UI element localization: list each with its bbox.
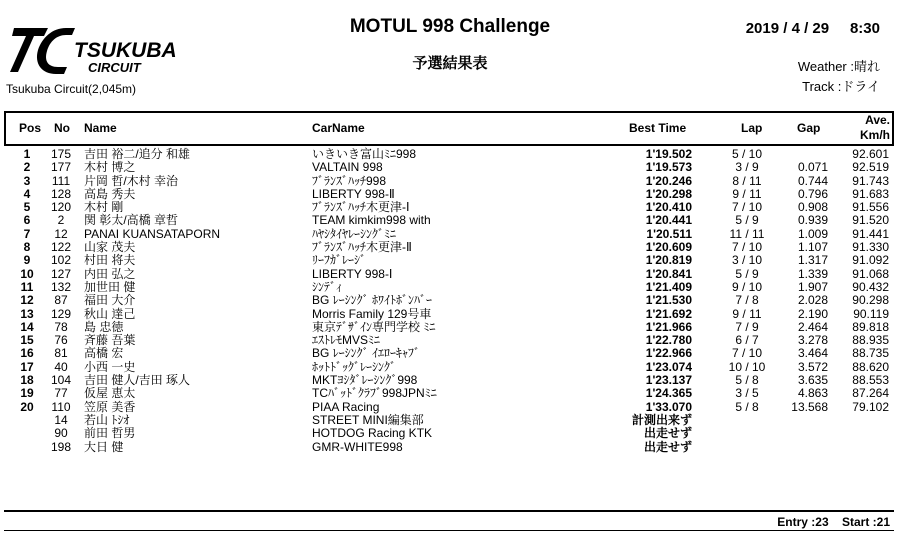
cell-lap: 9 / 11 xyxy=(732,306,762,321)
cell-gap: 0.744 xyxy=(797,173,828,188)
cell-lap: 5 / 8 xyxy=(735,399,759,414)
weather-label: Weather : xyxy=(797,59,854,74)
cell-name: 秋山 達己 xyxy=(84,306,136,321)
table-row xyxy=(0,188,900,201)
col-no: No xyxy=(54,121,70,135)
cell-lap: 7 / 9 xyxy=(735,319,759,334)
cell-car: MKTﾖｼﾀﾞﾚｰｼﾝｸﾞ998 xyxy=(312,373,418,388)
footer-top-border xyxy=(4,510,894,512)
cell-no: 198 xyxy=(50,439,72,454)
cell-best: 出走せず xyxy=(643,426,692,441)
cell-car: BG ﾚｰｼﾝｸﾞ ｲｴﾛｰｷｬﾌﾞ xyxy=(312,346,421,361)
table-row xyxy=(0,241,900,254)
table-row xyxy=(0,387,900,400)
cell-ave: 89.818 xyxy=(852,319,889,334)
table-row xyxy=(0,161,900,174)
weather xyxy=(798,56,880,75)
col-car: CarName xyxy=(312,121,365,135)
cell-best: 1'20.298 xyxy=(645,186,692,201)
cell-name: 吉田 裕二/追分 和雄 xyxy=(84,147,191,161)
cell-name: 福田 大介 xyxy=(84,293,136,308)
entry-start-summary xyxy=(777,515,890,529)
cell-car: Morris Family 129号車 xyxy=(312,306,432,321)
cell-no: 132 xyxy=(50,279,72,294)
table-row xyxy=(0,427,900,440)
cell-best: 1'20.410 xyxy=(645,200,692,215)
report-subtitle: 予選結果表 xyxy=(412,55,488,72)
cell-pos: 11 xyxy=(20,279,34,294)
cell-car: GMR-WHITE998 xyxy=(312,439,403,454)
cell-name: 大日 健 xyxy=(84,439,124,454)
cell-name: 吉田 健人/吉田 琢人 xyxy=(84,373,191,388)
cell-name: 内田 弘之 xyxy=(84,266,136,281)
cell-car: ﾘｰﾌｶﾞﾚｰｼﾞ xyxy=(312,253,367,268)
cell-car: いきいき富山ﾐﾆ998 xyxy=(312,147,417,161)
cell-lap: 7 / 10 xyxy=(731,200,763,215)
entry-label: Entry : xyxy=(777,515,816,529)
cell-name: 高島 秀夫 xyxy=(84,186,136,201)
cell-lap: 7 / 10 xyxy=(731,346,763,361)
cell-name: 片岡 哲/木村 幸治 xyxy=(84,173,179,188)
logo-sub: CIRCUIT xyxy=(88,60,141,75)
col-lap: Lap xyxy=(741,121,763,135)
cell-lap: 9 / 10 xyxy=(731,279,763,294)
start-label: Start : xyxy=(841,515,877,529)
cell-pos: 13 xyxy=(20,306,34,321)
cell-lap: 10 / 10 xyxy=(728,359,766,374)
cell-ave: 79.102 xyxy=(852,399,889,414)
cell-ave: 91.743 xyxy=(852,173,889,188)
cell-no: 14 xyxy=(54,412,68,427)
cell-name: 仮屋 恵太 xyxy=(84,386,136,401)
table-header-left-border xyxy=(4,112,6,145)
cell-pos: 18 xyxy=(20,373,34,388)
cell-gap: 3.572 xyxy=(797,359,828,374)
cell-ave: 88.553 xyxy=(852,373,889,388)
cell-best: 1'21.692 xyxy=(645,306,692,321)
cell-lap: 5 / 8 xyxy=(735,373,759,388)
col-ave xyxy=(860,113,890,143)
cell-gap: 1.339 xyxy=(797,266,828,281)
cell-lap: 6 / 7 xyxy=(735,333,759,348)
cell-name: 島 忠徳 xyxy=(84,319,124,334)
cell-name: 関 彰太/高橋 章哲 xyxy=(84,213,179,228)
cell-pos: 9 xyxy=(23,253,31,268)
cell-pos: 1 xyxy=(23,147,31,161)
cell-ave: 88.620 xyxy=(852,359,889,374)
table-header-top-border xyxy=(4,111,894,113)
cell-gap: 1.009 xyxy=(797,226,828,241)
cell-no: 87 xyxy=(54,293,68,308)
cell-pos: 2 xyxy=(23,160,31,175)
cell-ave: 90.298 xyxy=(852,293,889,308)
col-ave-line1: Ave. xyxy=(865,113,890,127)
cell-car: 東京ﾃﾞｻﾞｲﾝ専門学校 ﾐﾆ xyxy=(312,319,436,334)
cell-no: 81 xyxy=(54,346,68,361)
cell-no: 111 xyxy=(51,173,71,188)
table-row xyxy=(0,347,900,360)
cell-gap: 0.939 xyxy=(797,213,828,228)
cell-gap: 3.464 xyxy=(797,346,828,361)
cell-car: ﾌﾞﾗﾝｽﾞﾊｯﾁ木更津-Ⅰ xyxy=(312,200,410,215)
cell-best: 1'20.609 xyxy=(645,240,692,255)
cell-lap: 3 / 5 xyxy=(735,386,759,401)
cell-pos: 15 xyxy=(20,333,34,348)
cell-no: 77 xyxy=(54,386,68,401)
table-row xyxy=(0,321,900,334)
entry-count: 23 xyxy=(815,515,829,529)
table-row xyxy=(0,374,900,387)
table-row xyxy=(0,268,900,281)
cell-lap: 5 / 9 xyxy=(735,213,759,228)
cell-no: 78 xyxy=(54,319,68,334)
cell-pos: 20 xyxy=(20,399,34,414)
table-row xyxy=(0,228,900,241)
cell-car: LIBERTY 998-Ⅱ xyxy=(312,186,395,201)
cell-no: 104 xyxy=(50,373,72,388)
cell-best: 1'20.246 xyxy=(645,173,692,188)
cell-ave: 91.330 xyxy=(852,240,889,255)
cell-gap: 0.796 xyxy=(797,186,828,201)
cell-best: 1'23.137 xyxy=(645,373,692,388)
cell-gap: 13.568 xyxy=(791,399,828,414)
cell-lap: 9 / 11 xyxy=(732,186,762,201)
cell-best: 1'20.441 xyxy=(645,213,692,228)
cell-ave: 87.264 xyxy=(852,386,889,401)
cell-car: ﾎｯﾄﾄﾞｯｸﾞﾚｰｼﾝｸﾞ xyxy=(312,359,397,374)
cell-pos: 3 xyxy=(23,173,31,188)
cell-name: 小西 一史 xyxy=(84,359,136,374)
cell-pos: 6 xyxy=(23,213,31,228)
cell-car: STREET MINI編集部 xyxy=(312,412,424,427)
cell-car: TEAM kimkim998 with xyxy=(312,213,431,228)
cell-best: 1'20.511 xyxy=(646,226,692,241)
cell-car: ｼﾝﾃﾞｨ xyxy=(312,279,343,294)
cell-name: 木村 剛 xyxy=(84,200,124,215)
cell-gap: 0.071 xyxy=(797,160,828,175)
cell-ave: 91.092 xyxy=(852,253,889,268)
cell-ave: 88.735 xyxy=(852,346,889,361)
table-row xyxy=(0,308,900,321)
cell-gap: 2.190 xyxy=(797,306,828,321)
cell-pos: 7 xyxy=(23,226,31,241)
cell-ave: 90.119 xyxy=(853,306,889,321)
cell-ave: 88.935 xyxy=(852,333,889,348)
cell-no: 122 xyxy=(50,240,72,255)
cell-ave: 91.441 xyxy=(852,226,889,241)
cell-gap: 1.907 xyxy=(797,279,828,294)
cell-gap: 4.863 xyxy=(797,386,828,401)
cell-name: 高橋 宏 xyxy=(84,346,124,361)
cell-lap: 7 / 10 xyxy=(731,240,763,255)
cell-no: 127 xyxy=(50,266,72,281)
cell-pos: 8 xyxy=(23,240,31,255)
cell-gap: 1.107 xyxy=(797,240,828,255)
circuit-name: Tsukuba Circuit(2,045m) xyxy=(6,82,137,96)
table-header-right-border xyxy=(892,112,894,145)
cell-ave: 91.556 xyxy=(852,200,889,215)
table-header-bottom-border xyxy=(4,144,894,146)
cell-name: 若山 ﾄｼｵ xyxy=(84,412,130,427)
cell-lap: 11 / 11 xyxy=(729,226,765,241)
track-label: Track : xyxy=(802,79,842,94)
cell-car: VALTAIN 998 xyxy=(312,160,383,175)
cell-name: 山家 茂夫 xyxy=(84,240,136,255)
track-value: ドライ xyxy=(841,79,880,94)
cell-no: 102 xyxy=(50,253,72,268)
cell-no: 76 xyxy=(54,333,68,348)
cell-best: 1'23.074 xyxy=(645,359,692,374)
cell-pos: 10 xyxy=(20,266,34,281)
cell-best: 1'22.780 xyxy=(645,333,692,348)
start-count: 21 xyxy=(876,515,890,529)
cell-car: PIAA Racing xyxy=(312,399,380,414)
table-row xyxy=(0,441,900,454)
cell-best: 1'19.502 xyxy=(645,147,692,161)
table-row xyxy=(0,254,900,267)
cell-car: ﾌﾞﾗﾝｽﾞﾊｯﾁ998 xyxy=(312,173,387,188)
cell-ave: 91.683 xyxy=(852,186,889,201)
event-datetime xyxy=(746,20,880,37)
cell-pos: 16 xyxy=(20,346,34,361)
weather-value: 晴れ xyxy=(853,59,880,74)
cell-name: 村田 将夫 xyxy=(84,253,136,268)
cell-car: ｴｽﾄﾚﾓMVSﾐﾆ xyxy=(312,333,381,348)
cell-ave: 91.068 xyxy=(852,266,889,281)
cell-gap: 1.317 xyxy=(797,253,828,268)
cell-name: 笠原 美香 xyxy=(84,399,136,414)
cell-no: 2 xyxy=(57,213,65,228)
cell-gap: 2.464 xyxy=(797,319,828,334)
cell-name: 木村 博之 xyxy=(84,160,136,175)
cell-name: 前田 哲男 xyxy=(84,426,136,441)
logo-name: TSUKUBA xyxy=(74,39,177,62)
cell-ave: 92.601 xyxy=(852,147,889,161)
col-ave-line2: Km/h xyxy=(860,128,890,142)
cell-car: TCﾊﾞｯﾄﾞｸﾗﾌﾞ998JPNﾐﾆ xyxy=(312,386,437,401)
cell-car: ﾊﾔｼﾀｲﾔﾚｰｼﾝｸﾞﾐﾆ xyxy=(312,226,397,241)
cell-name: 斉藤 吾葉 xyxy=(84,333,136,348)
cell-best: 1'20.841 xyxy=(645,266,692,281)
cell-pos: 14 xyxy=(20,319,34,334)
cell-ave: 92.519 xyxy=(852,160,889,175)
event-time: 8:30 xyxy=(849,20,880,37)
cell-no: 175 xyxy=(50,147,72,161)
cell-no: 129 xyxy=(50,306,72,321)
cell-best: 1'20.819 xyxy=(645,253,692,268)
cell-car: HOTDOG Racing KTK xyxy=(312,426,433,441)
cell-pos: 12 xyxy=(20,293,34,308)
cell-gap: 3.278 xyxy=(797,333,828,348)
cell-pos: 17 xyxy=(20,359,34,374)
cell-gap: 3.635 xyxy=(797,373,828,388)
table-row xyxy=(0,148,900,161)
table-row xyxy=(0,294,900,307)
cell-best: 1'22.966 xyxy=(645,346,692,361)
col-best: Best Time xyxy=(629,121,687,135)
cell-best: 1'21.966 xyxy=(645,319,692,334)
cell-gap: 2.028 xyxy=(797,293,828,308)
cell-no: 90 xyxy=(54,426,68,441)
cell-no: 40 xyxy=(54,359,68,374)
cell-lap: 3 / 10 xyxy=(731,253,763,268)
cell-lap: 3 / 9 xyxy=(735,160,759,175)
cell-pos: 19 xyxy=(20,386,34,401)
col-name: Name xyxy=(84,121,117,135)
table-row xyxy=(0,214,900,227)
cell-ave: 90.432 xyxy=(852,279,889,294)
col-gap: Gap xyxy=(797,121,821,135)
cell-best: 1'24.365 xyxy=(645,386,692,401)
cell-no: 177 xyxy=(50,160,72,175)
cell-name: PANAI KUANSATAPORN xyxy=(84,226,221,241)
cell-lap: 8 / 11 xyxy=(732,173,762,188)
cell-best: 出走せず xyxy=(643,439,692,454)
table-row xyxy=(0,281,900,294)
table-row xyxy=(0,401,900,414)
cell-best: 1'19.573 xyxy=(645,160,692,175)
cell-car: LIBERTY 998-Ⅰ xyxy=(312,266,393,281)
cell-no: 110 xyxy=(51,399,71,414)
cell-car: BG ﾚｰｼﾝｸﾞ ﾎﾜｲﾄﾎﾞﾝﾊﾞｰ xyxy=(312,293,433,308)
results-table xyxy=(0,148,900,454)
cell-pos: 5 xyxy=(23,200,31,215)
table-row xyxy=(0,414,900,427)
track-condition xyxy=(802,76,880,95)
cell-gap: 0.908 xyxy=(797,200,828,215)
cell-best: 1'33.070 xyxy=(645,399,692,414)
col-pos: Pos xyxy=(19,121,42,135)
cell-pos: 4 xyxy=(23,186,31,201)
cell-lap: 5 / 10 xyxy=(731,147,763,161)
event-date: 2019 / 4 / 29 xyxy=(745,20,830,37)
event-title: MOTUL 998 Challenge xyxy=(349,16,551,37)
cell-car: ﾌﾞﾗﾝｽﾞﾊｯﾁ木更津-Ⅱ xyxy=(312,240,412,255)
cell-name: 加世田 健 xyxy=(84,279,136,294)
cell-lap: 5 / 9 xyxy=(735,266,759,281)
cell-no: 12 xyxy=(54,226,68,241)
cell-best: 1'21.409 xyxy=(645,279,692,294)
cell-best: 1'21.530 xyxy=(645,293,692,308)
footer-bottom-border xyxy=(4,530,894,531)
cell-no: 120 xyxy=(50,200,72,215)
cell-ave: 91.520 xyxy=(852,213,889,228)
cell-best: 計測出来ず xyxy=(631,412,692,427)
cell-no: 128 xyxy=(50,186,72,201)
table-row xyxy=(0,334,900,347)
cell-lap: 7 / 8 xyxy=(735,293,759,308)
table-row xyxy=(0,175,900,188)
